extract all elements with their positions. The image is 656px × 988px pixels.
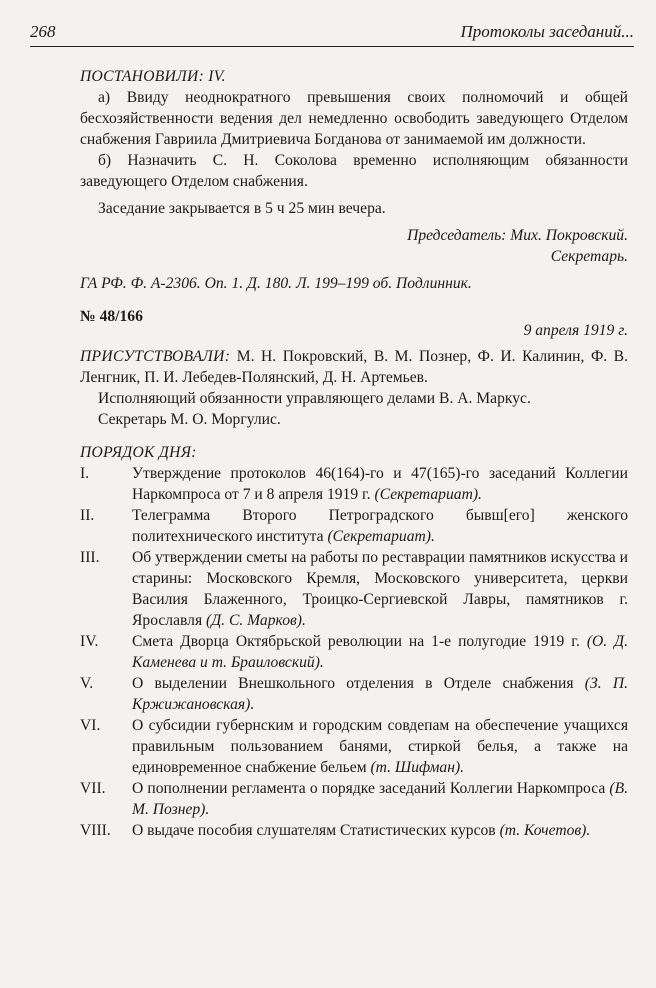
acting-manager: Исполняющий обязанности управляющего делами В. А. Маркус.: [98, 390, 531, 407]
agenda-item-number: IV.: [80, 633, 99, 650]
protocol-secretary: Секретарь М. О. Моргулис.: [98, 411, 281, 428]
agenda-item-number: III.: [80, 549, 100, 566]
agenda-item-number: VI.: [80, 717, 101, 734]
page-header: [30, 20, 634, 47]
agenda-list: [80, 463, 628, 841]
agenda-item-text: Об утверждении сметы на работы по реставрации памятников искусства и старины: Московского Кремля, Московского университета, церкви Василия Блаженного, Троицко-Сергиевской Лавры, памятников г. Ярославля: [132, 549, 628, 629]
agenda-item-reporter: (В. М. Познер).: [132, 780, 628, 818]
attendance-paragraph: [80, 346, 628, 388]
agenda-item-number: I.: [80, 465, 90, 482]
agenda-item-reporter: (т. Шифман).: [370, 759, 465, 776]
meeting-closing: Заседание закрывается в 5 ч 25 мин вечера.: [98, 200, 386, 217]
protocol-number: № 48/166: [80, 308, 143, 325]
agenda-item-text: Смета Дворца Октябрьской революции на 1-е полугодие 1919 г.: [132, 633, 580, 650]
agenda-item-reporter: (О. Д. Каменева и т. Браиловский).: [132, 633, 628, 671]
signature-block: [80, 225, 628, 267]
protocol-date: 9 апреля 1919 г.: [523, 322, 628, 339]
agenda-item: [80, 505, 628, 547]
protocol-header: [80, 306, 628, 339]
resolution-item-a: а) Ввиду неоднократного превышения своих полномочий и общей бесхозяйственности ведения дел немедленно освободить заведующего Отделом снабжения Гавриила Дмитриевича Богданова от занимаемой им должности.: [80, 89, 628, 148]
resolution-item-b: б) Назначить С. Н. Соколова временно исполняющим обязанности заведующего Отделом снабжения.: [80, 152, 628, 190]
page-number: 268: [30, 22, 56, 41]
agenda-item: [80, 673, 628, 715]
agenda-item-number: V.: [80, 675, 94, 692]
agenda-item-text: О субсидии губернским и городским совдепам на обеспечение учащихся правильным пользованием банями, стиркой белья, а также на единовременное снабжение бельем: [132, 717, 628, 776]
attendance-list: М. Н. Покровский, В. М. Познер, Ф. И. Калинин, Ф. В. Ленгник, П. И. Лебедев-Полянский, Д. Н. Артемьев.: [80, 348, 628, 386]
agenda-item-reporter: (Секретариат).: [327, 528, 435, 545]
agenda-item-text: О выделении Внешкольного отделения в Отделе снабжения: [132, 675, 574, 692]
page-content: [80, 66, 628, 841]
agenda-item-reporter: (Секретариат).: [374, 486, 482, 503]
secretary-signature: Секретарь.: [550, 248, 628, 265]
agenda-item: [80, 631, 628, 673]
agenda-item-text: О выдаче пособия слушателям Статистических курсов: [132, 822, 496, 839]
agenda-heading: ПОРЯДОК ДНЯ:: [80, 444, 197, 461]
chairman-signature: Председатель: Мих. Покровский.: [407, 227, 628, 244]
agenda-item-text: О пополнении регламента о порядке заседаний Коллегии Наркомпроса: [132, 780, 606, 797]
resolution-heading: ПОСТАНОВИЛИ: IV.: [80, 68, 226, 85]
agenda-item-reporter: (Д. С. Марков).: [206, 612, 306, 629]
agenda-item-text: Утверждение протоколов 46(164)-го и 47(165)-го заседаний Коллегии Наркомпроса от 7 и 8 апреля 1919 г.: [132, 465, 628, 503]
agenda-item: [80, 547, 628, 631]
agenda-item-number: VII.: [80, 780, 106, 797]
attendance-label: ПРИСУТСТВОВАЛИ:: [80, 348, 231, 365]
agenda-item: [80, 778, 628, 820]
agenda-item-reporter: (З. П. Кржижановская).: [132, 675, 628, 713]
agenda-item-number: VIII.: [80, 822, 111, 839]
agenda-item-number: II.: [80, 507, 95, 524]
archive-reference: ГА РФ. Ф. А-2306. Оп. 1. Д. 180. Л. 199–199 об. Подлинник.: [80, 275, 472, 292]
agenda-item-text: Телеграмма Второго Петроградского бывш[его] женского политехнического института: [132, 507, 628, 545]
agenda-item: [80, 715, 628, 778]
running-title: Протоколы заседаний...: [460, 22, 634, 41]
agenda-item-reporter: (т. Кочетов).: [499, 822, 591, 839]
agenda-item: [80, 463, 628, 505]
agenda-item: [80, 820, 628, 841]
